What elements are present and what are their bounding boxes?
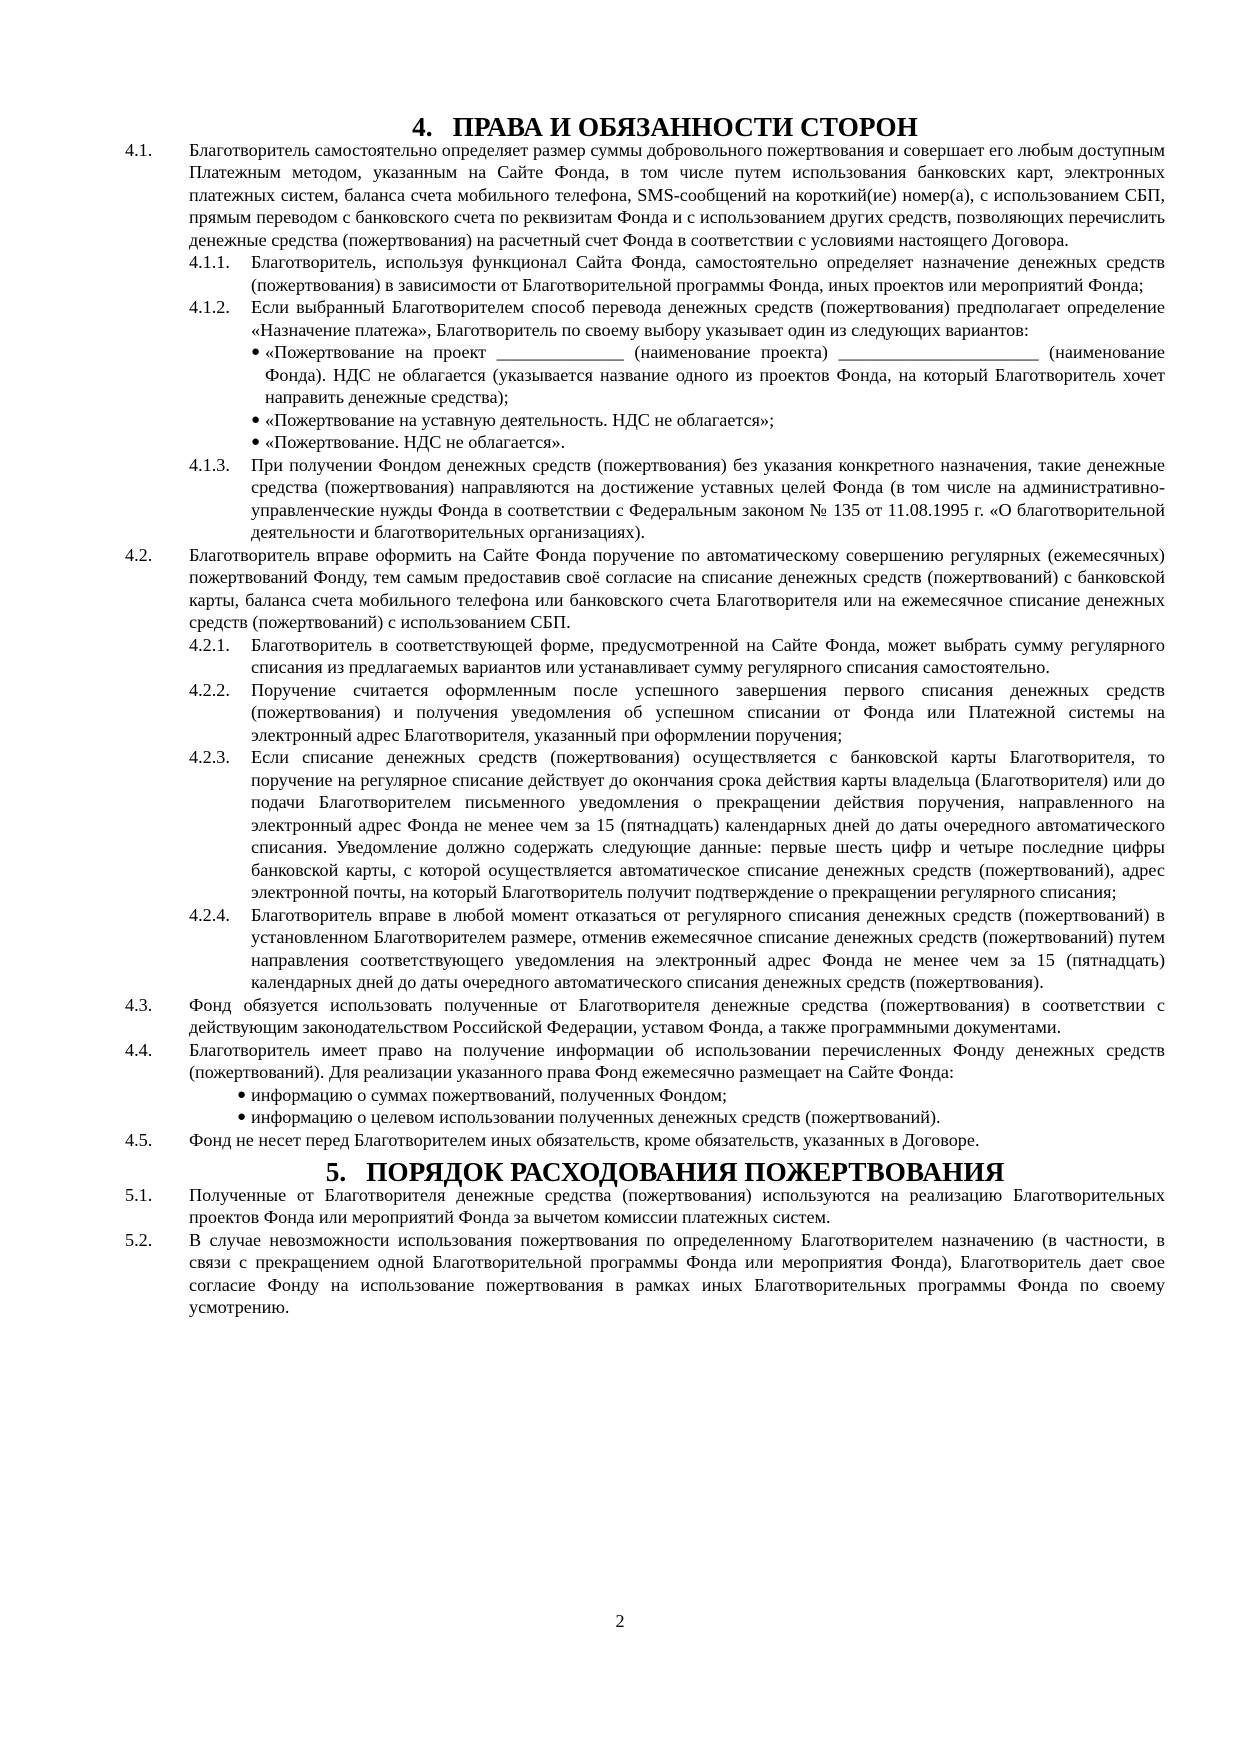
clause-5-1	[125, 1184, 1165, 1229]
section-title: ПОРЯДОК РАСХОДОВАНИЯ ПОЖЕРТВОВАНИЯ	[366, 1157, 1005, 1187]
section-number: 4.	[412, 112, 433, 142]
list-item-text: информацию о суммах пожертвований, полученных Фондом;	[251, 1084, 728, 1105]
bullet-icon: ●	[237, 1086, 247, 1103]
document-page	[125, 112, 1165, 1319]
clause-number: 4.1.1.	[189, 252, 230, 272]
clause-number: 4.2.1.	[189, 634, 230, 655]
clause-text: Благотворитель в соответствующей форме, предусмотренной на Сайте Фонда, может выбрать сумму регулярного списания из предлагаемых вариантов или устанавливает сумму регулярного списания самостоятельно.	[251, 634, 1165, 677]
clause-4-4	[125, 1039, 1165, 1084]
clause-number: 4.1.	[125, 139, 153, 160]
clause-4-1-1	[125, 251, 1165, 296]
clause-4-3	[125, 994, 1165, 1039]
clause-text: Благотворитель имеет право на получение информации об использовании перечисленных Фонду денежных средств (пожертвований). Для реализации указанного права Фонд ежемесячно размещает на Сайте Фонда:	[189, 1039, 1165, 1082]
list-item-text: «Пожертвование. НДС не облагается».	[265, 432, 566, 452]
list-item-text: «Пожертвование на проект ______________ (наименование проекта) ______________________ (наименование Фонда). НДС не облагается (указывается название одного из проектов Фонда, на который Благотворитель хочет направить денежные средства);	[265, 342, 1165, 407]
page-number: 2	[615, 1611, 625, 1631]
clause-number: 4.2.3.	[189, 747, 230, 767]
clause-text: Поручение считается оформленным после успешного завершения первого списания денежных средств (пожертвования) и получения уведомления об успешном списании от Фонда или Платежной системы на электронный адрес Благотворителя, указанный при оформлении поручения;	[251, 679, 1165, 745]
list-item-text: «Пожертвование на уставную деятельность. НДС не облагается»;	[265, 409, 775, 430]
clause-4-1	[125, 139, 1165, 252]
clause-text: Фонд обязуется использовать полученные от Благотворителя денежные средства (пожертвования) в соответствии с действующим законодательством Российской Федерации, уставом Фонда, а также программными документами.	[189, 994, 1165, 1037]
list-item	[125, 341, 1165, 409]
section-4-heading	[125, 112, 1165, 142]
clause-number: 5.2.	[125, 1229, 153, 1250]
bullet-icon: ●	[237, 1109, 247, 1125]
clause-number: 5.1.	[125, 1184, 153, 1205]
list-item	[125, 1106, 1165, 1129]
section-number: 5.	[325, 1157, 347, 1187]
clause-4-1-2	[125, 296, 1165, 341]
clause-number: 4.1.2.	[189, 297, 230, 317]
clause-number: 4.5.	[125, 1129, 153, 1150]
clause-text: Полученные от Благотворителя денежные средства (пожертвования) используются на реализацию Благотворительных проектов Фонда или мероприятий Фонда за вычетом комиссии платежных систем.	[189, 1184, 1165, 1227]
clause-4-2-1	[125, 634, 1165, 679]
clause-text: Благотворитель вправе в любой момент отказаться от регулярного списания денежных средств (пожертвований) в установленном Благотворителем размере, отменив ежемесячное списание денежных средств (пожертвований) путем направления соответствующего уведомления на электронный адрес Фонда не менее чем за 15 (пятнадцать) календарных дней до даты очередного автоматического списания денежных средств (пожертвования).	[251, 904, 1165, 992]
clause-text: Фонд не несет перед Благотворителем иных обязательств, кроме обязательств, указанных в Договоре.	[189, 1129, 980, 1150]
list-item-text: информацию о целевом использовании полученных денежных средств (пожертвований).	[251, 1107, 941, 1127]
clause-number: 4.1.3.	[189, 454, 230, 475]
clause-4-2	[125, 544, 1165, 634]
clause-text: В случае невозможности использования пожертвования по определенному Благотворителем назначению (в частности, в связи с прекращением одной Благотворительной программы Фонда или мероприятия Фонда), Благотворитель дает свое согласие Фонду на использование пожертвования в рамках иных Благотворительных программы Фонда по своему усмотрению.	[189, 1229, 1165, 1317]
bullet-icon: ●	[251, 411, 261, 428]
list-item	[125, 409, 1165, 432]
bullet-icon: ●	[251, 434, 261, 450]
clause-text: Благотворитель самостоятельно определяет размер суммы добровольного пожертвования и совершает его любым доступным Платежным методом, указанным на Сайте Фонда, в том числе путем использования банковских карт, электронных платежных систем, баланса счета мобильного телефона, SMS-сообщений на короткий(ие) номер(а), с использованием СБП, прямым переводом с банковского счета по реквизитам Фонда и с использованием других средств, позволяющих перечислить денежные средства (пожертвования) на расчетный счет Фонда в соответствии с условиями настоящего Договора.	[189, 139, 1165, 250]
section-title: ПРАВА И ОБЯЗАННОСТИ СТОРОН	[452, 112, 918, 142]
clause-5-2	[125, 1229, 1165, 1319]
clause-text: Если списание денежных средств (пожертвования) осуществляется с банковской карты Благотворителя, то поручение на регулярное списание действует до окончания срока действия карты владельца (Благотворителя) или до подачи Благотворителем письменного уведомления о прекращении действия поручения, направленного на электронный адрес Фонда не менее чем за 15 (пятнадцать) календарных дней до даты очередного автоматического списания. Уведомление должно содержать следующие данные: первые шесть цифр и четыре последние цифры банковской карты, с которой осуществляется автоматическое списание денежных средств (пожертвований), адрес электронной почты, на который Благотворитель получит подтверждение о прекращении регулярного списания;	[251, 747, 1165, 902]
clause-number: 4.2.4.	[189, 904, 230, 925]
clause-text: Если выбранный Благотворителем способ перевода денежных средств (пожертвования) предполагает определение «Назначение платежа», Благотворитель по своему выбору указывает один из следующих вариантов:	[251, 297, 1165, 340]
section-5-heading	[125, 1157, 1165, 1187]
clause-number: 4.4.	[125, 1039, 153, 1060]
clause-4-2-3	[125, 746, 1165, 904]
clause-number: 4.2.2.	[189, 679, 230, 700]
clause-4-5	[125, 1129, 1165, 1152]
clause-text: При получении Фондом денежных средств (пожертвования) без указания конкретного назначения, такие денежные средства (пожертвования) направляются на достижение уставных целей Фонда (в том числе на административно-управленческие нужды Фонда в соответствии с Федеральным законом № 135 от 11.08.1995 г. «О благотворительной деятельности и благотворительных организациях).	[251, 454, 1165, 542]
clause-4-2-2	[125, 679, 1165, 747]
clause-number: 4.3.	[125, 994, 153, 1015]
payment-purpose-options	[125, 341, 1165, 454]
published-info-list	[125, 1084, 1165, 1129]
clause-4-1-3	[125, 454, 1165, 544]
clause-text: Благотворитель вправе оформить на Сайте Фонда поручение по автоматическому совершению регулярных (ежемесячных) пожертвований Фонду, тем самым предоставив своё согласие на списание денежных средств (пожертвований) с банковской карты, баланса счета мобильного телефона или банковского счета Благотворителя или на ежемесячное списание денежных средств (пожертвований) с использованием СБП.	[189, 544, 1165, 632]
list-item	[125, 431, 1165, 454]
clause-4-2-4	[125, 904, 1165, 994]
clause-number: 4.2.	[125, 544, 153, 565]
list-item	[125, 1084, 1165, 1107]
bullet-icon: ●	[251, 344, 261, 360]
clause-text: Благотворитель, используя функционал Сайта Фонда, самостоятельно определяет назначение денежных средств (пожертвования) в зависимости от Благотворительной программы Фонда, иных проектов или мероприятий Фонда;	[251, 252, 1165, 295]
